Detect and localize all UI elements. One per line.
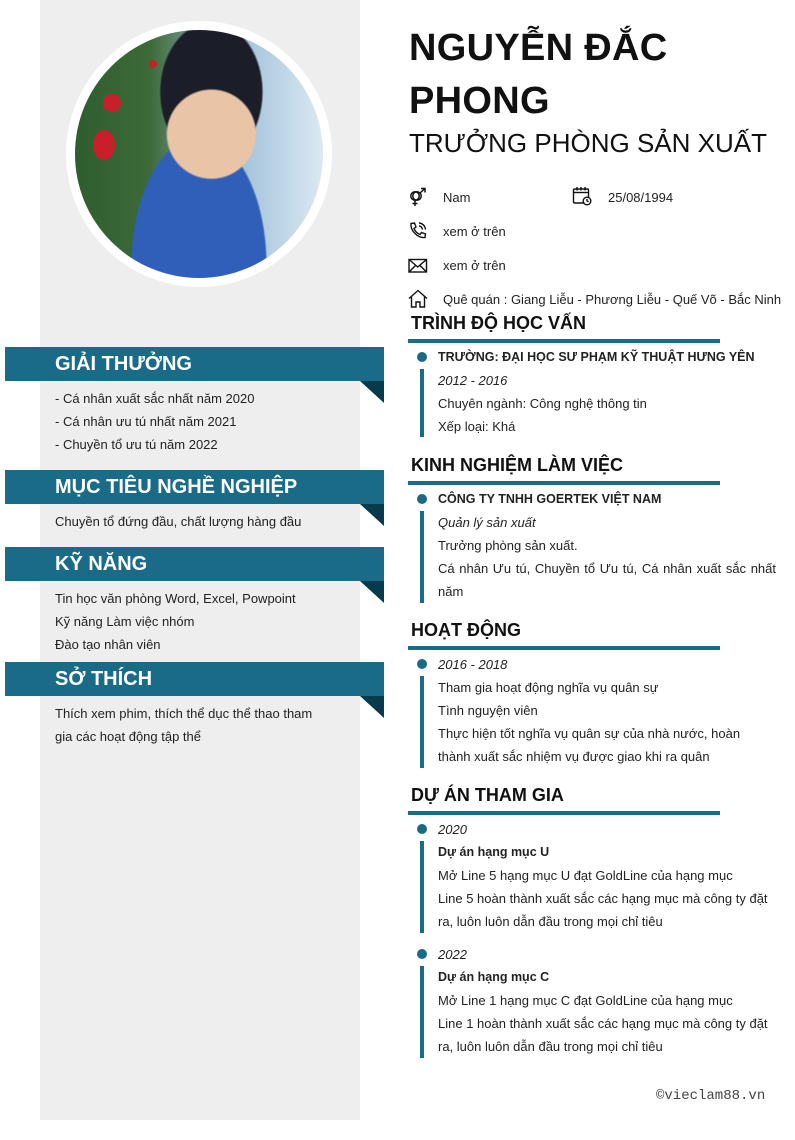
skill-item: Đào tạo nhân viên bbox=[55, 637, 161, 652]
activity-line: Tham gia hoạt động nghĩa vụ quân sự bbox=[438, 680, 659, 695]
section-divider bbox=[408, 481, 720, 485]
project-line: Line 1 hoàn thành xuất sắc các hạng mục mà công ty đặt ra, luôn luôn dẫn đầu trong mọi chỉ tiêu bbox=[438, 1016, 768, 1054]
job-title: TRƯỞNG PHÒNG SẢN XUẤT bbox=[409, 128, 767, 158]
experience-heading: CÔNG TY TNHH GOERTEK VIỆT NAM bbox=[438, 492, 662, 506]
section-divider bbox=[408, 646, 720, 650]
activity-line: Thực hiện tốt nghĩa vụ quân sự của nhà nước, hoàn thành xuất sắc nhiệm vụ được giao khi ra quân bbox=[438, 726, 741, 764]
education-title: TRÌNH ĐỘ HỌC VẤN bbox=[411, 313, 586, 333]
award-item: - Cá nhân xuất sắc nhất năm 2020 bbox=[55, 391, 255, 406]
timeline-bar bbox=[420, 369, 424, 437]
hobbies-header bbox=[5, 662, 384, 696]
objective-header bbox=[5, 470, 384, 504]
awards-header bbox=[5, 347, 384, 381]
education-line: Xếp loại: Khá bbox=[438, 419, 516, 434]
experience-line: Cá nhân Ưu tú, Chuyền tổ Ưu tú, Cá nhân xuất sắc nhất năm bbox=[438, 561, 776, 599]
awards-title: GIẢI THƯỞNG bbox=[55, 353, 192, 375]
timeline-dot bbox=[417, 659, 427, 669]
avatar-frame bbox=[66, 21, 332, 287]
objective-title: MỤC TIÊU NGHỀ NGHIỆP bbox=[55, 476, 298, 498]
mail-icon bbox=[408, 256, 428, 276]
timeline-dot bbox=[417, 949, 427, 959]
phone-icon bbox=[408, 221, 428, 241]
activity-period: 2016 - 2018 bbox=[438, 657, 508, 672]
timeline-bar bbox=[420, 511, 424, 603]
timeline-bar bbox=[420, 676, 424, 768]
address-value: Quê quán : Giang Liễu - Phương Liễu - Quế Võ - Bắc Ninh bbox=[443, 292, 782, 307]
birthday-value: 25/08/1994 bbox=[608, 190, 674, 205]
skill-item: Kỹ năng Làm việc nhóm bbox=[55, 614, 195, 629]
calendar-icon bbox=[572, 186, 592, 206]
projects-title: DỰ ÁN THAM GIA bbox=[411, 785, 564, 805]
objective-item: Chuyền tổ đứng đầu, chất lượng hàng đầu bbox=[55, 514, 302, 529]
project-line: Line 5 hoàn thành xuất sắc các hạng mục mà công ty đặt ra, luôn luôn dẫn đầu trong mọi chỉ tiêu bbox=[438, 891, 768, 929]
award-item: - Cá nhân ưu tú nhất năm 2021 bbox=[55, 414, 237, 429]
gender-icon bbox=[408, 187, 428, 207]
experience-role: Quản lý sản xuất bbox=[438, 515, 536, 530]
avatar bbox=[75, 30, 323, 278]
skills-title: KỸ NĂNG bbox=[55, 553, 148, 575]
hobby-item: Thích xem phim, thích thể dục thể thao tham bbox=[55, 706, 313, 721]
experience-line: Trưởng phòng sản xuất. bbox=[438, 538, 578, 553]
project-name: Dự án hạng mục C bbox=[438, 970, 550, 984]
activity-line: Tình nguyện viên bbox=[438, 703, 538, 718]
email-value: xem ở trên bbox=[443, 258, 506, 273]
education-line: Chuyên ngành: Công nghệ thông tin bbox=[438, 396, 647, 411]
project-line: Mở Line 1 hạng mục C đạt GoldLine của hạng mục bbox=[438, 993, 733, 1008]
project-line: Mở Line 5 hạng mục U đạt GoldLine của hạng mục bbox=[438, 868, 733, 883]
timeline-bar bbox=[420, 841, 424, 933]
ribbon-fold bbox=[360, 696, 384, 718]
project-period: 2020 bbox=[438, 822, 467, 837]
award-item: - Chuyền tổ ưu tú năm 2022 bbox=[55, 437, 218, 452]
name-line-2: PHONG bbox=[409, 80, 550, 122]
timeline-dot bbox=[417, 494, 427, 504]
hobby-item: gia các hoạt động tập thể bbox=[55, 729, 202, 744]
education-period: 2012 - 2016 bbox=[438, 373, 508, 388]
education-heading: TRƯỜNG: ĐẠI HỌC SƯ PHẠM KỸ THUẬT HƯNG YÊN bbox=[438, 350, 755, 364]
home-icon bbox=[408, 289, 428, 309]
timeline-bar bbox=[420, 966, 424, 1058]
section-divider bbox=[408, 811, 720, 815]
skill-item: Tin học văn phòng Word, Excel, Powpoint bbox=[55, 591, 296, 606]
timeline-dot bbox=[417, 824, 427, 834]
phone-value: xem ở trên bbox=[443, 224, 506, 239]
skills-header bbox=[5, 547, 384, 581]
project-period: 2022 bbox=[438, 947, 467, 962]
project-name: Dự án hạng mục U bbox=[438, 845, 550, 859]
ribbon-fold bbox=[360, 581, 384, 603]
ribbon-fold bbox=[360, 504, 384, 526]
gender-value: Nam bbox=[443, 190, 471, 205]
ribbon-fold bbox=[360, 381, 384, 403]
name-line-1: NGUYỄN ĐẮC bbox=[409, 27, 668, 69]
timeline-dot bbox=[417, 352, 427, 362]
activities-title: HOẠT ĐỘNG bbox=[411, 620, 521, 640]
experience-title: KINH NGHIỆM LÀM VIỆC bbox=[411, 455, 624, 475]
candidate-name bbox=[409, 22, 667, 128]
section-divider bbox=[408, 339, 720, 343]
hobbies-title: SỞ THÍCH bbox=[55, 668, 153, 690]
watermark: ©vieclam88.vn bbox=[656, 1088, 766, 1104]
